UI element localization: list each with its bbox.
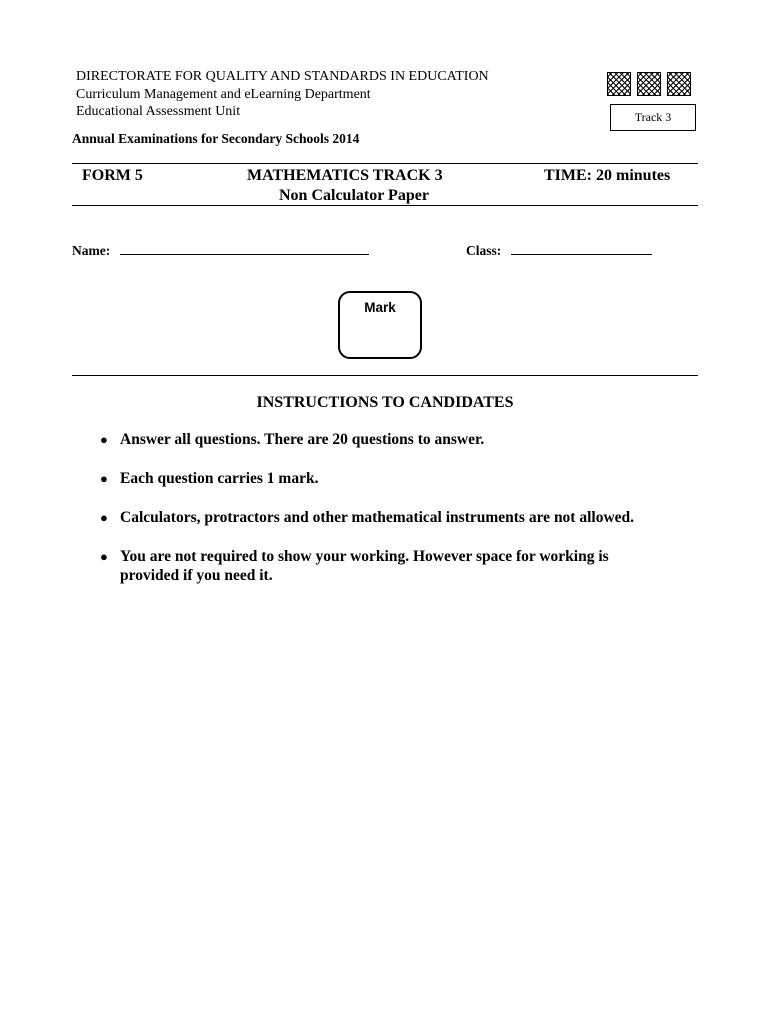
seal-icon bbox=[607, 72, 631, 96]
bullet-icon: ● bbox=[100, 549, 108, 564]
bullet-icon: ● bbox=[100, 432, 108, 447]
time-label: TIME: 20 minutes bbox=[544, 167, 671, 184]
track-badge: Track 3 bbox=[610, 104, 696, 131]
list-item bbox=[100, 547, 640, 585]
title-top-rule bbox=[72, 163, 698, 164]
directorate-line: DIRECTORATE FOR QUALITY AND STANDARDS IN EDUCATION bbox=[76, 69, 489, 84]
paper-title: Non Calculator Paper bbox=[279, 187, 429, 204]
instructions-heading: INSTRUCTIONS TO CANDIDATES bbox=[256, 394, 514, 411]
form-label: FORM 5 bbox=[82, 167, 143, 184]
annual-exam-title: Annual Examinations for Secondary Schools 2014 bbox=[72, 131, 360, 146]
list-item bbox=[100, 508, 640, 527]
name-blank[interactable] bbox=[120, 242, 369, 255]
class-blank[interactable] bbox=[511, 242, 652, 255]
subject-title: MATHEMATICS TRACK 3 bbox=[247, 167, 443, 184]
list-item bbox=[100, 430, 640, 449]
instruction-text: You are not required to show your working. However space for working is provided if you need it. bbox=[120, 548, 609, 584]
class-field-row bbox=[466, 242, 652, 259]
list-item bbox=[100, 469, 640, 488]
class-label: Class: bbox=[466, 243, 502, 258]
instruction-text: Calculators, protractors and other mathematical instruments are not allowed. bbox=[120, 509, 635, 526]
instruction-text: Answer all questions. There are 20 questions to answer. bbox=[120, 431, 485, 448]
instructions-list bbox=[100, 430, 640, 605]
name-label: Name: bbox=[72, 243, 111, 258]
title-bottom-rule bbox=[72, 205, 698, 206]
mark-box[interactable] bbox=[338, 291, 422, 359]
unit-line: Educational Assessment Unit bbox=[76, 104, 241, 119]
seal-icons bbox=[607, 72, 691, 96]
name-field-row bbox=[72, 242, 369, 259]
bullet-icon: ● bbox=[100, 510, 108, 525]
seal-icon bbox=[667, 72, 691, 96]
section-divider bbox=[72, 375, 698, 376]
instruction-text: Each question carries 1 mark. bbox=[120, 470, 319, 487]
seal-icon bbox=[637, 72, 661, 96]
department-line: Curriculum Management and eLearning Department bbox=[76, 87, 371, 102]
bullet-icon: ● bbox=[100, 471, 108, 486]
mark-label: Mark bbox=[364, 300, 396, 315]
